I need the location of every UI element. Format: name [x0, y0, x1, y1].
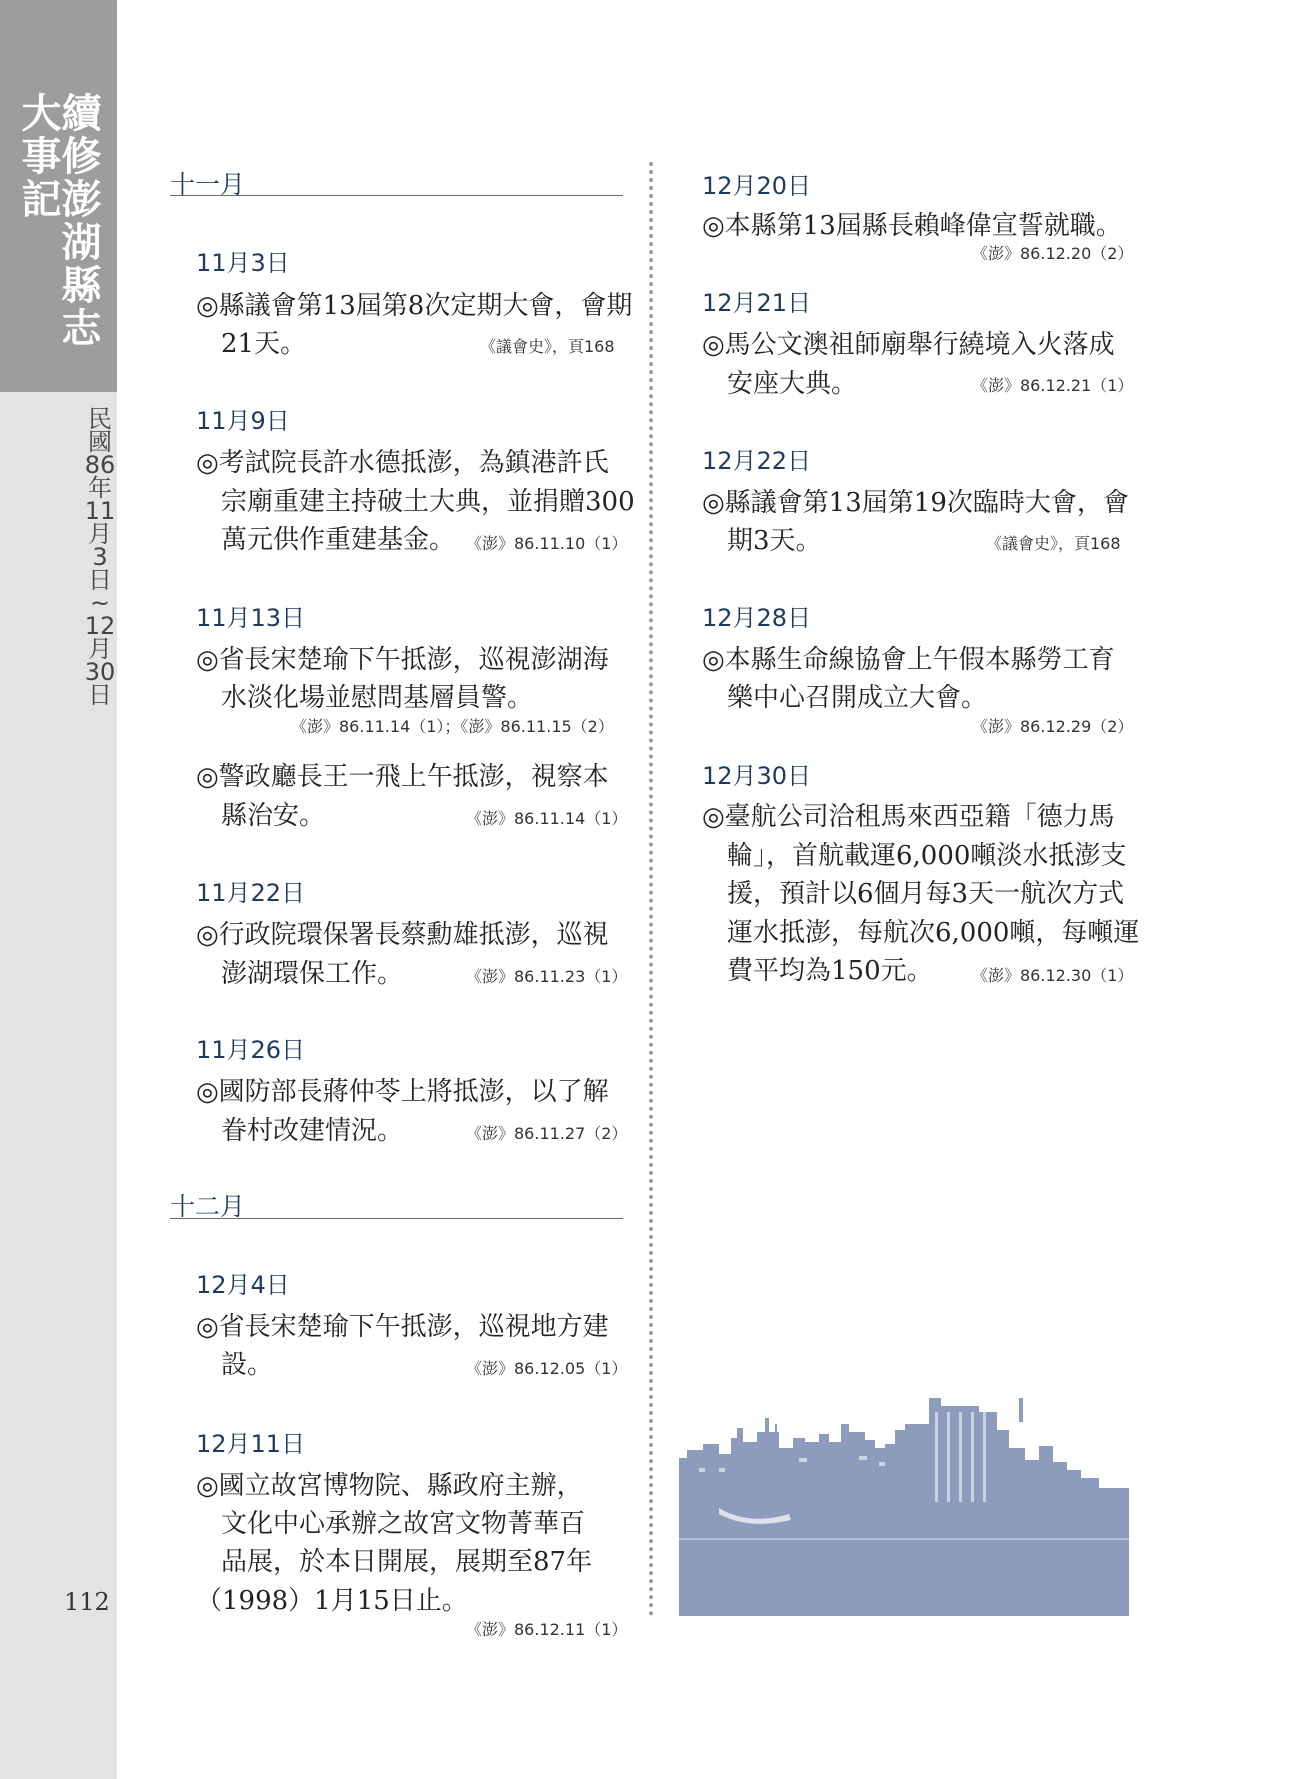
- entry-text: ◎馬公文澳祖師廟舉行繞境入火落成: [702, 330, 1115, 360]
- entry-text: ◎警政廳長王一飛上午抵澎，視察本: [196, 762, 609, 792]
- entry-text: 安座大典。: [727, 369, 858, 399]
- entry-date: 12月22日: [702, 447, 812, 475]
- month-rule: [170, 195, 623, 196]
- entry-text: （1998）1月15日止。: [196, 1586, 468, 1616]
- entry-source: 《澎》86.12.21（1）: [972, 376, 1134, 395]
- date-range-char: 民: [88, 405, 112, 433]
- harbor-skyline-image: [679, 1398, 1129, 1616]
- entry-date: 12月28日: [702, 604, 812, 632]
- entry-date: 12月30日: [702, 762, 812, 790]
- entry-text: ◎考試院長許水德抵澎，為鎮港許氏: [196, 448, 609, 478]
- date-range-char: 12: [84, 612, 116, 640]
- entry-text: 設。: [221, 1350, 274, 1380]
- entry-source: 《議會史》，頁168: [480, 337, 615, 356]
- entry-text: 萬元供作重建基金。: [221, 525, 456, 555]
- date-range-char: 11: [84, 497, 116, 525]
- date-range: [80, 405, 120, 709]
- entry-text: ◎國立故宮博物院、縣政府主辦，: [196, 1471, 583, 1501]
- column-divider: [649, 162, 653, 1617]
- entry-source: 《澎》86.11.14（1）；《澎》86.11.15（2）: [291, 717, 614, 736]
- entry-text: 期3天。: [727, 526, 822, 556]
- entry-text: ◎縣議會第13屆第19次臨時大會，會: [702, 488, 1129, 518]
- month-rule: [170, 1218, 623, 1219]
- entry-source: 《澎》86.12.20（2）: [972, 244, 1134, 263]
- date-range-char: 日: [88, 566, 112, 594]
- entry-date: 12月11日: [196, 1430, 306, 1458]
- date-range-char: 月: [88, 520, 112, 548]
- entry-text: ◎國防部長蔣仲苓上將抵澎，以了解: [196, 1077, 609, 1107]
- entry-text: 文化中心承辦之故宮文物菁華百: [221, 1509, 586, 1539]
- entry-text: 品展，於本日開展，展期至87年: [221, 1547, 593, 1577]
- book-title-text: 續修澎湖縣志: [55, 92, 102, 350]
- entry-source: 《澎》86.12.11（1）: [466, 1620, 628, 1639]
- entry-text: 援，預計以6個月每3天一航次方式: [727, 879, 1125, 909]
- month-heading-december: 十二月: [170, 1192, 246, 1221]
- entry-text: 宗廟重建主持破土大典，並捐贈300: [221, 487, 635, 517]
- entry-source: 《澎》86.12.29（2）: [972, 717, 1134, 736]
- entry-text: ◎縣議會第13屆第8次定期大會，會期: [196, 291, 633, 321]
- entry-source: 《澎》86.11.23（1）: [466, 967, 628, 986]
- date-range-char: 日: [88, 681, 112, 709]
- entry-source: 《澎》86.11.10（1）: [466, 534, 628, 553]
- entry-source: 《澎》86.11.27（2）: [466, 1124, 628, 1143]
- entry-text: ◎省長宋楚瑜下午抵澎，巡視地方建: [196, 1312, 609, 1342]
- entry-date: 12月21日: [702, 289, 812, 317]
- page-number: 112: [64, 1588, 110, 1616]
- entry-date: 11月22日: [196, 879, 306, 907]
- entry-text: ◎省長宋楚瑜下午抵澎，巡視澎湖海: [196, 645, 609, 675]
- entry-source: 《澎》86.11.14（1）: [466, 809, 628, 828]
- date-range-char: 年: [88, 474, 112, 502]
- entry-date: 11月9日: [196, 407, 290, 435]
- sidebar: [0, 0, 117, 1779]
- entry-text: 眷村改建情況。: [221, 1116, 404, 1146]
- date-range-char: 30: [84, 658, 116, 686]
- entry-text: 運水抵澎，每航次6,000噸，每噸運: [727, 918, 1140, 948]
- entry-source: 《議會史》，頁168: [986, 534, 1121, 553]
- entry-text: 21天。: [221, 329, 307, 359]
- entry-text: 澎湖環保工作。: [221, 959, 404, 989]
- entry-text: ◎本縣第13屆縣長賴峰偉宣誓就職。: [702, 211, 1122, 241]
- entry-date: 11月13日: [196, 604, 306, 632]
- entry-source: 《澎》86.12.05（1）: [466, 1359, 628, 1378]
- entry-source: 《澎》86.12.30（1）: [972, 966, 1134, 985]
- section-title: 大事記: [15, 92, 62, 221]
- book-title: [15, 92, 102, 392]
- entry-text: ◎本縣生命線協會上午假本縣勞工育: [702, 645, 1115, 675]
- date-range-char: 月: [88, 635, 112, 663]
- date-range-char: 3: [92, 543, 108, 571]
- month-heading-november: 十一月: [170, 170, 246, 199]
- entry-text: ◎行政院環保署長蔡勳雄抵澎，巡視: [196, 920, 609, 950]
- entry-text: 水淡化場並慰問基層員警。: [221, 683, 534, 713]
- entry-date: 11月3日: [196, 249, 290, 277]
- date-range-char: 國: [88, 428, 112, 456]
- entry-text: 費平均為150元。: [727, 956, 933, 986]
- entry-date: 12月20日: [702, 172, 812, 200]
- entry-date: 11月26日: [196, 1036, 306, 1064]
- entry-date: 12月4日: [196, 1271, 290, 1299]
- entry-text: ◎臺航公司洽租馬來西亞籍「德力馬: [702, 802, 1115, 832]
- entry-text: 樂中心召開成立大會。: [727, 683, 988, 713]
- sidebar-title-block: [0, 0, 117, 392]
- date-range-char: ~: [89, 589, 111, 617]
- entry-text: 縣治安。: [221, 801, 326, 831]
- entry-text: 輪」，首航載運6,000噸淡水抵澎支: [727, 841, 1127, 871]
- date-range-char: 86: [84, 451, 116, 479]
